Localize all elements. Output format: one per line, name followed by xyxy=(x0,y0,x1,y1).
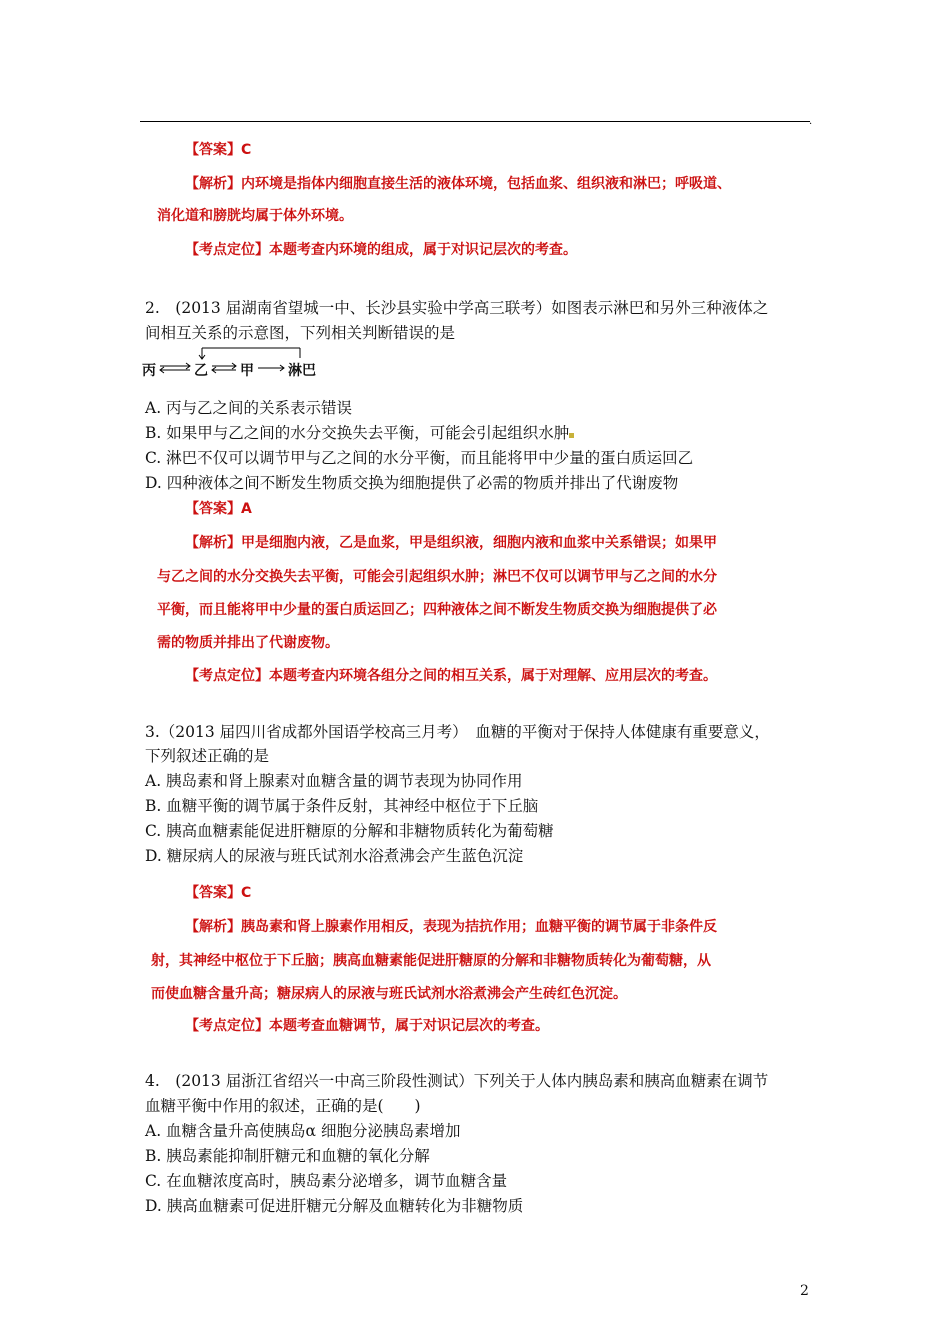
q1-analysis-line2: 消化道和膀胱均属于体外环境。 xyxy=(157,208,353,224)
q3-option-b: B. 血糖平衡的调节属于条件反射，其神经中枢位于下丘脑 xyxy=(145,797,539,815)
q2-stem-line1: 2. (2013 届湖南省望城一中、长沙县实验中学高三联考）如图表示淋巴和另外三种液体之 xyxy=(145,299,769,317)
q1-analysis-line1: 【解析】内环境是指体内细胞直接生活的液体环境，包括血浆、组织液和淋巴；呼吸道、 xyxy=(185,176,731,192)
q2-option-b-text: B. 如果甲与乙之间的水分交换失去平衡，可能会引起组织水肿 xyxy=(145,424,570,442)
q2-diagram xyxy=(140,346,330,380)
q3-analysis-line1: 【解析】胰岛素和肾上腺素作用相反，表现为拮抗作用；血糖平衡的调节属于非条件反 xyxy=(185,919,717,935)
q3-answer: 【答案】C xyxy=(185,885,252,901)
edit-mark-icon xyxy=(569,433,574,438)
q2-answer: 【答案】A xyxy=(185,501,252,517)
header-rule-mark: . xyxy=(809,116,813,127)
page-number: 2 xyxy=(800,1283,809,1299)
q2-option-c: C. 淋巴不仅可以调节甲与乙之间的水分平衡，而且能将甲中少量的蛋白质运回乙 xyxy=(145,449,694,467)
q2-option-d: D. 四种液体之间不断发生物质交换为细胞提供了必需的物质并排出了代谢废物 xyxy=(145,474,679,492)
q4-option-d: D. 胰高血糖素可促进肝糖元分解及血糖转化为非糖物质 xyxy=(145,1197,524,1215)
q3-analysis-line3: 而使血糖含量升高；糖尿病人的尿液与班氏试剂水浴煮沸会产生砖红色沉淀。 xyxy=(151,986,627,1002)
q2-option-a: A. 丙与乙之间的关系表示错误 xyxy=(145,399,353,417)
q2-analysis-line3: 平衡，而且能将甲中少量的蛋白质运回乙；四种液体之间不断发生物质交换为细胞提供了必 xyxy=(157,602,717,618)
q3-option-a: A. 胰岛素和肾上腺素对血糖含量的调节表现为协同作用 xyxy=(145,772,523,790)
q4-option-c: C. 在血糖浓度高时，胰岛素分泌增多，调节血糖含量 xyxy=(145,1172,508,1190)
diagram-label-linba: 淋巴 xyxy=(288,363,316,379)
diagram-label-bing: 丙 xyxy=(142,363,156,379)
header-rule xyxy=(140,121,810,122)
q2-analysis-line1: 【解析】甲是细胞内液，乙是血浆，甲是组织液，细胞内液和血浆中关系错误；如果甲 xyxy=(185,535,717,551)
q4-stem-line2: 血糖平衡中作用的叙述，正确的是( ) xyxy=(145,1097,421,1115)
q3-analysis-line2: 射，其神经中枢位于下丘脑；胰高血糖素能促进肝糖原的分解和非糖物质转化为葡萄糖，从 xyxy=(151,953,711,969)
q3-option-d: D. 糖尿病人的尿液与班氏试剂水浴煮沸会产生蓝色沉淀 xyxy=(145,847,524,865)
q3-locate: 【考点定位】本题考查血糖调节，属于对识记层次的考查。 xyxy=(185,1018,549,1034)
q1-answer: 【答案】C xyxy=(185,142,252,158)
q1-locate: 【考点定位】本题考查内环境的组成，属于对识记层次的考查。 xyxy=(185,242,577,258)
q4-option-a: A. 血糖含量升高使胰岛α 细胞分泌胰岛素增加 xyxy=(145,1122,461,1140)
q3-stem-line1: 3.（2013 届四川省成都外国语学校高三月考） 血糖的平衡对于保持人体健康有重要意义， xyxy=(145,723,770,741)
q2-stem-line2: 间相互关系的示意图，下列相关判断错误的是 xyxy=(145,324,456,342)
q2-analysis-line4: 需的物质并排出了代谢废物。 xyxy=(157,635,339,651)
q4-option-b: B. 胰岛素能抑制肝糖元和血糖的氧化分解 xyxy=(145,1147,430,1165)
diagram-label-jia: 甲 xyxy=(240,363,254,379)
q3-option-c: C. 胰高血糖素能促进肝糖原的分解和非糖物质转化为葡萄糖 xyxy=(145,822,554,840)
q3-stem-line2: 下列叙述正确的是 xyxy=(145,747,270,765)
q2-locate: 【考点定位】本题考查内环境各组分之间的相互关系，属于对理解、应用层次的考查。 xyxy=(185,668,717,684)
diagram-label-yi: 乙 xyxy=(194,363,208,379)
q2-option-b xyxy=(145,423,574,443)
q4-stem-line1: 4. (2013 届浙江省绍兴一中高三阶段性测试）下列关于人体内胰岛素和胰高血糖素在调节 xyxy=(145,1072,769,1090)
q2-analysis-line2: 与乙之间的水分交换失去平衡，可能会引起组织水肿；淋巴不仅可以调节甲与乙之间的水分 xyxy=(157,569,717,585)
